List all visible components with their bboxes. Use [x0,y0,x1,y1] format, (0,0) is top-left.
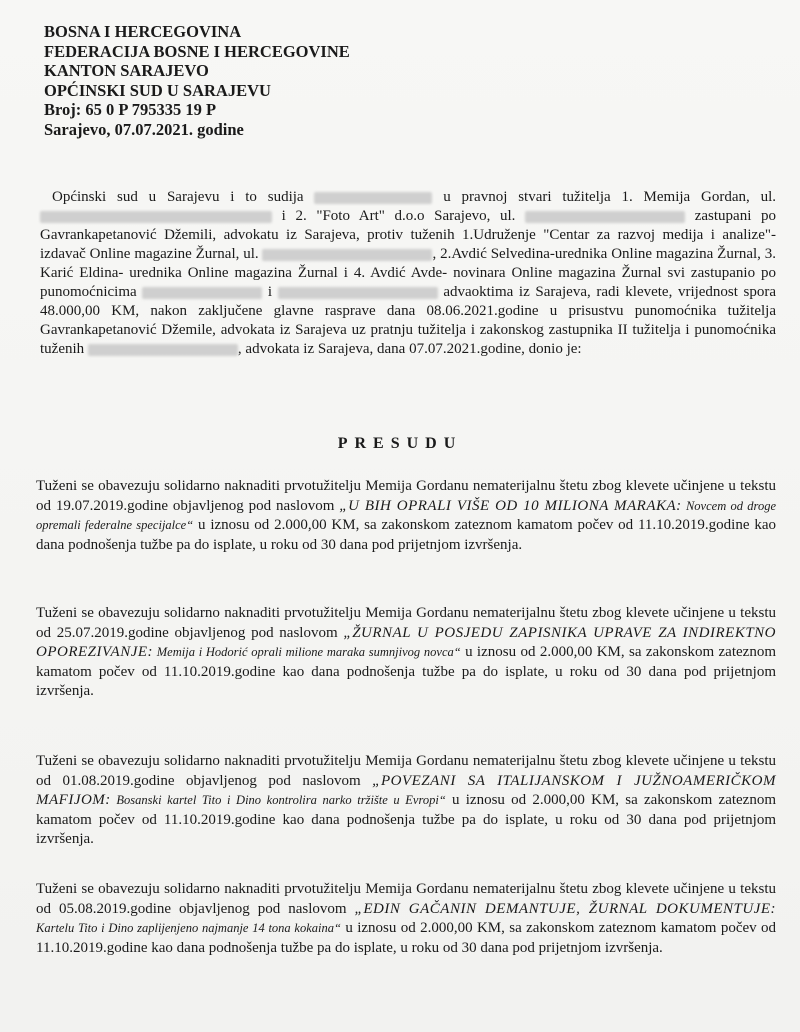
redacted-name [142,287,262,299]
redacted-address [525,211,685,223]
intro-text-6: i [267,284,273,300]
paragraph-text: u iznosu od 2.000,00 KM, sa zakonskom zateznom kamatom počev od 11.10.2019.godine kao dana podnošenja tužbe pa do isplate, u roku od 30 dana pod prijetnjom izvršenja. [36,792,777,847]
header-court: OPĆINSKI SUD U SARAJEVU [44,80,271,100]
verdict-title: PRESUDU [337,435,463,452]
header-canton: KANTON SARAJEVO [44,61,209,80]
paragraph-text: Tuženi se obavezuju solidarno naknaditi prvotužitelju Memija Gordanu nematerijalnu štetu zbog klevete učinjene u tekstu od 25.07.2019.godine objavljenog pod naslovom [36,605,776,641]
redacted-address [262,249,432,261]
article-headline: „EDIN GAČANIN DEMANTUJE, ŽURNAL DOKUMENTUJE: [354,900,776,917]
intro-text-4: zastupani po Gavrankapetanović Džemili, advokatu iz Sarajeva, protiv tuženih 1.Udruženje "Centar za razvoj medija i analize"- izdavač Online magazine Žurnal, ul. [40,208,776,262]
intro-text-1: Općinski sud u Sarajevu i to sudija [52,189,304,205]
verdict-paragraph [36,752,776,850]
intro-text-5: , 2.Avdić Selvedina-urednika Online magazina Žurnal, 3. Karić Eldina- urednika Online magazina Žurnal i 4. Avdić Avde- novinara Online magazina Žurnal svi zastupanio po punomoćnicima [40,246,776,300]
article-headline: „U BIH OPRALI VIŠE OD 10 MILIONA MARAKA: [339,497,682,514]
intro-text-7: advaoktima iz Sarajeva, radi klevete, vrijednost spora 48.000,00 KM, nakon zaključene glavne rasprave dana 08.06.2021.godine u prisustvu punomoćnika tužitelja Gavrankapetanović Džemile, advokata iz Sarajeva uz pratnju tužitelja i zakonskog zastupnika II tužitelja i punomoćnika tuženih [40,284,777,357]
paragraph-text: Tuženi se obavezuju solidarno naknaditi prvotužitelju Memija Gordanu nematerijalnu štetu zbog klevete učinjene u tekstu od 19.07.2019.godine objavljenog pod naslovom [36,478,776,514]
paragraph-text: Tuženi se obavezuju solidarno naknaditi prvotužitelju Memija Gordanu nematerijalnu štetu zbog klevete učinjene u tekstu od 01.08.2019.godine objavljenog pod naslovom [36,753,776,789]
article-subheadline: Novcem od droge opremali federalne specijalce“ [36,498,776,532]
redacted-name [88,344,238,356]
intro-text-8: , advokata iz Sarajeva, dana 07.07.2021.godine, donio je: [237,341,582,357]
article-subheadline: Kartelu Tito i Dino zaplijenjeno najmanje 14 tona kokaina“ [36,921,341,935]
article-headline: „ŽURNAL U POSJEDU ZAPISNIKA UPRAVE ZA INDIREKTNO OPOREZIVANJE: [36,624,776,660]
paragraph-text: u iznosu od 2.000,00 KM, sa zakonskom zateznom kamatom počev od 11.10.2019.godine kao dana podnošenja tužbe pa do isplate, u roku od 30 dana pod prijetnjom izvršenja. [36,920,777,956]
redacted-address [40,211,272,223]
header-federation: FEDERACIJA BOSNE I HERCEGOVINE [44,41,350,61]
case-number: Broj: 65 0 P 795335 19 P [44,100,217,119]
intro-text-2: u pravnoj stvari tužitelja 1. Memija Gordan, ul. [443,189,777,205]
verdict-paragraph [36,880,776,958]
court-header [44,22,350,139]
header-country: BOSNA I HERCEGOVINA [44,22,242,41]
article-headline: „POVEZANI SA ITALIJANSKOM I JUŽNOAMERIČKOM MAFIJOM: [36,772,776,808]
verdict-paragraph [36,604,776,702]
place-date: Sarajevo, 07.07.2021. godine [44,119,244,139]
paragraph-text: u iznosu od 2.000,00 KM, sa zakonskom zateznom kamatom počev od 11.10.2019.godine kao dana podnošenja tužbe pa do isplate, u roku od 30 dana pod prijetnjom izvršenja. [36,517,776,553]
paragraph-text: Tuženi se obavezuju solidarno naknaditi prvotužitelju Memija Gordanu nematerijalnu štetu zbog klevete učinjene u tekstu od 05.08.2019.godine objavljenog pod naslovom [36,881,776,917]
intro-paragraph [40,188,776,359]
intro-text-3: i 2. "Foto Art" d.o.o Sarajevo, ul. [281,208,516,224]
article-subheadline: Memija i Hodorić oprali milione maraka sumnjivog novca“ [153,645,461,659]
redacted-name [278,287,438,299]
article-subheadline: Bosanski kartel Tito i Dino kontrolira narko tržište u Evropi“ [110,793,446,807]
verdict-paragraph [36,477,776,555]
redacted-name [314,192,432,204]
paragraph-text: u iznosu od 2.000,00 KM, sa zakonskom zateznom kamatom počev od 11.10.2019.godine kao dana podnošenja tužbe pa do isplate, u roku od 30 dana pod prijetnjom izvršenja. [36,644,776,699]
